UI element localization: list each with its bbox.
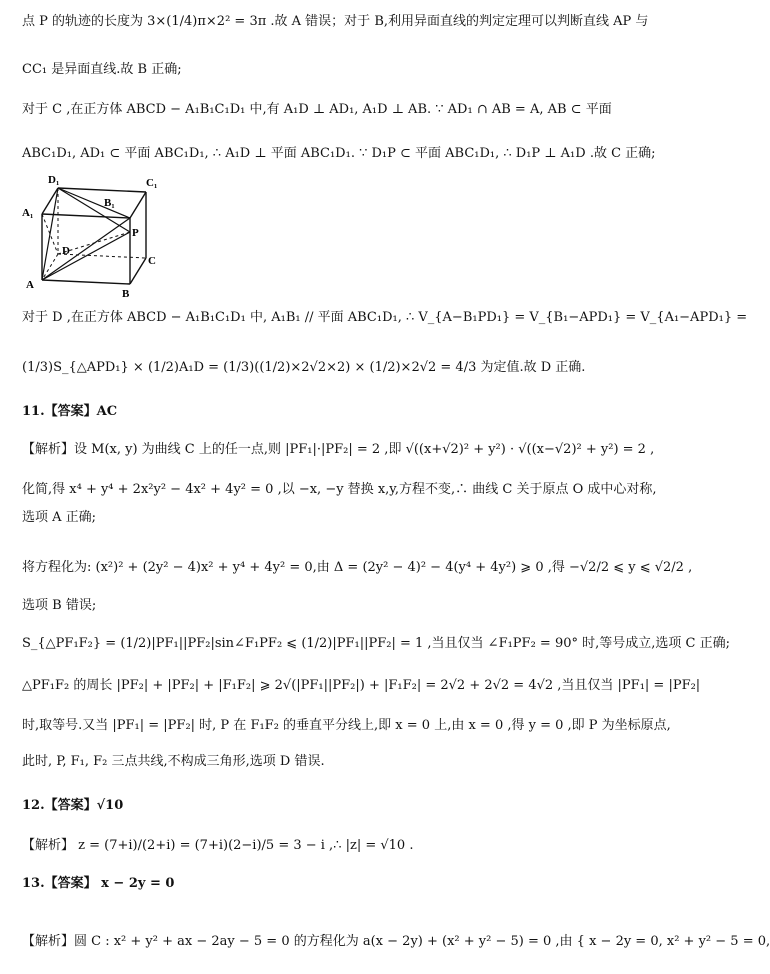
text-line-4: ABC₁D₁, AD₁ ⊂ 平面 ABC₁D₁, ∴ A₁D ⊥ 平面 ABC₁D₁. ∵ D₁P ⊂ 平面 ABC₁D₁, ∴ D₁P ⊥ A₁D .故 C 正确;	[22, 146, 656, 161]
label-b1: B₁	[104, 197, 115, 209]
edge-c1b1	[130, 192, 146, 218]
text-line-3: 对于 C ,在正方体 ABCD − A₁B₁C₁D₁ 中,有 A₁D ⊥ AD₁, A₁D ⊥ AB. ∵ AD₁ ∩ AB = A, AB ⊂ 平面	[22, 102, 612, 117]
cube-diagram	[18, 170, 158, 300]
label-d1: D₁	[48, 174, 60, 186]
cube-figure	[18, 170, 158, 300]
label-a1: A₁	[22, 207, 34, 219]
edge-ab	[42, 280, 130, 284]
edge-dc	[58, 254, 146, 258]
edge-d1c1	[58, 188, 146, 192]
label-p: P	[132, 227, 139, 239]
edge-bc	[130, 258, 146, 284]
text-line-20: 【解析】圆 C : x² + y² + ax − 2ay − 5 = 0 的方程化为 a(x − 2y) + (x² + y² − 5) = 0 ,由 { x − 2y = 0, x² + y² − 5 = 0,	[22, 934, 770, 949]
text-line-16: 此时, P, F₁, F₂ 三点共线,不构成三角形,选项 D 错误.	[22, 754, 325, 769]
edge-ap	[42, 232, 130, 280]
text-line-9: 化简,得 x⁴ + y⁴ + 2x²y² − 4x² + 4y² = 0 ,以 −x, −y 替换 x,y,方程不变,∴ 曲线 C 关于原点 O 成中心对称,	[22, 482, 657, 497]
label-c: C	[148, 255, 156, 267]
edge-ab1	[42, 218, 130, 280]
label-c1: C₁	[146, 177, 158, 189]
text-line-5: 对于 D ,在正方体 ABCD − A₁B₁C₁D₁ 中, A₁B₁ // 平面 ABC₁D₁, ∴ V_{A−B₁PD₁} = V_{B₁−APD₁} = V_{A₁−APD₁} =	[22, 310, 748, 325]
text-line-18: 【解析】 z = (7+i)/(2+i) = (7+i)(2−i)/5 = 3 − i ,∴ |z| = √10 .	[22, 838, 414, 853]
edge-a1b1	[42, 214, 130, 218]
text-line-13: S_{△PF₁F₂} = (1/2)|PF₁||PF₂|sin∠F₁PF₂ ⩽ (1/2)|PF₁||PF₂| = 1 ,当且仅当 ∠F₁PF₂ = 90° 时,等号成立,选项 C 正确;	[22, 636, 730, 651]
label-b: B	[122, 288, 130, 300]
text-line-15: 时,取等号.又当 |PF₁| = |PF₂| 时, P 在 F₁F₂ 的垂直平分线上,即 x = 0 上,由 x = 0 ,得 y = 0 ,即 P 为坐标原点,	[22, 718, 671, 733]
answer-13: 13.【答案】 x − 2y = 0	[22, 876, 175, 891]
text-line-1: 点 P 的轨迹的长度为 3×(1/4)π×2² = 3π .故 A 错误；对于 B,利用异面直线的判定定理可以判断直线 AP 与	[22, 14, 649, 29]
text-line-10: 选项 A 正确;	[22, 510, 97, 525]
text-line-2: CC₁ 是异面直线.故 B 正确;	[22, 62, 182, 77]
text-line-6: (1/3)S_{△APD₁} × (1/2)A₁D = (1/3)((1/2)×2√2×2) × (1/2)×2√2 = 4/3 为定值.故 D 正确.	[22, 360, 586, 375]
text-line-8: 【解析】设 M(x, y) 为曲线 C 上的任一点,则 |PF₁|·|PF₂| = 2 ,即 √((x+√2)² + y²) · √((x−√2)² + y²) = 2 ,	[22, 442, 655, 457]
answer-12: 12.【答案】√10	[22, 798, 124, 813]
label-a: A	[26, 279, 34, 291]
text-line-14: △PF₁F₂ 的周长 |PF₂| + |PF₂| + |F₁F₂| ⩾ 2√(|PF₁||PF₂|) + |F₁F₂| = 2√2 + 2√2 = 4√2 ,当且仅当 |PF₁| = |PF₂|	[22, 678, 701, 693]
text-line-12: 选项 B 错误;	[22, 598, 97, 613]
edge-d1b1	[58, 188, 130, 218]
text-line-11: 将方程化为: (x²)² + (2y² − 4)x² + y⁴ + 4y² = 0,由 Δ = (2y² − 4)² − 4(y⁴ + 4y²) ⩾ 0 ,得 −√2/2 ⩽ y ⩽ √2/2 ,	[22, 560, 693, 575]
label-d: D	[62, 245, 70, 257]
answer-11: 11.【答案】AC	[22, 404, 118, 419]
